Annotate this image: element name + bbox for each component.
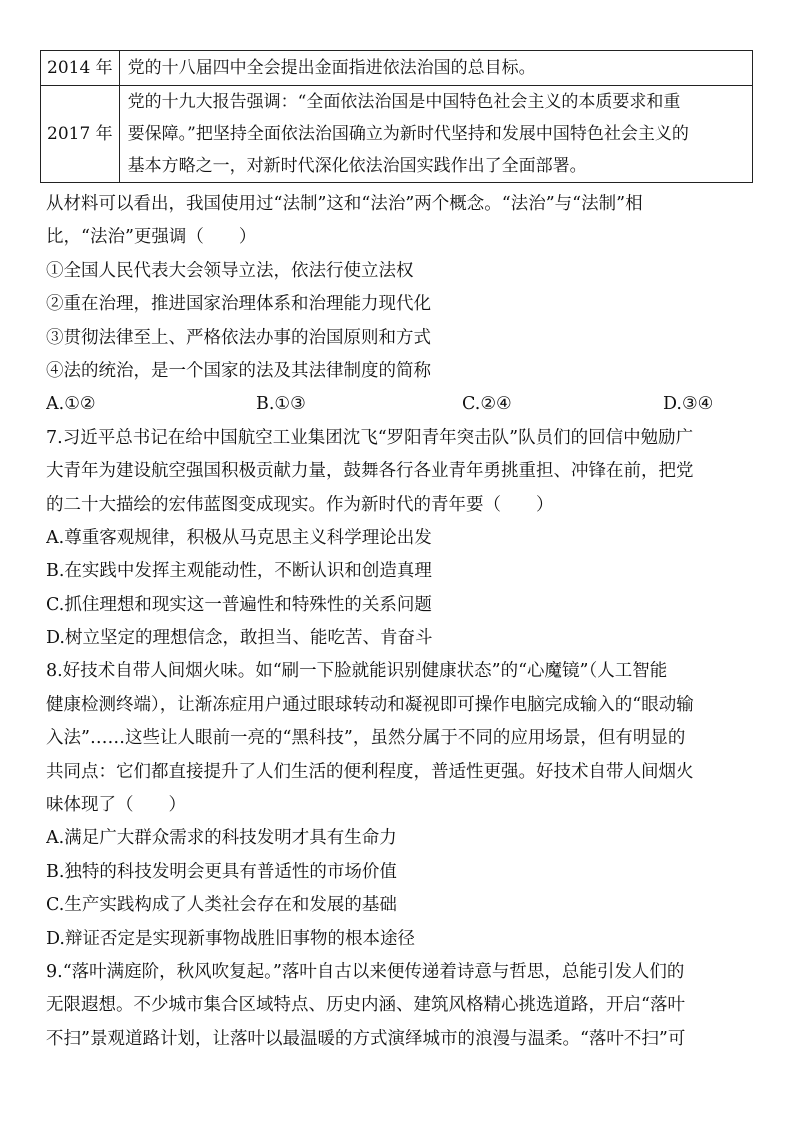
q6-option-a: A.①② bbox=[46, 394, 96, 415]
event-text: 党的十八届四中全会提出金面指进依法治国的总目标。 bbox=[127, 58, 536, 78]
q7-stem: 大青年为建设航空强国积极贡献力量，鼓舞各行各业青年勇挑重担、冲锋在前，把党 bbox=[46, 461, 694, 482]
q6-statement: ①全国人民代表大会领导立法，依法行使立法权 bbox=[46, 260, 414, 281]
q7-stem: 7.习近平总书记在给中国航空工业集团沈飞“罗阳青年突击队”队员们的回信中勉励广 bbox=[46, 427, 694, 448]
q7-option-b: B.在实践中发挥主观能动性，不断认识和创造真理 bbox=[46, 561, 432, 582]
q6-statement: ②重在治理，推进国家治理体系和治理能力现代化 bbox=[46, 294, 431, 315]
q8-option-a: A.满足广大群众需求的科技发明才具有生命力 bbox=[46, 828, 397, 849]
table-row bbox=[41, 86, 753, 183]
q7-option-a: A.尊重客观规律，积极从马克思主义科学理论出发 bbox=[46, 527, 432, 548]
question-body bbox=[46, 188, 758, 1056]
q6-option-c: C.②④ bbox=[462, 394, 512, 415]
q6-statement: ③贯彻法律至上、严格依法办事的治国原则和方式 bbox=[46, 327, 431, 348]
q9-stem: 9.“落叶满庭阶，秋风吹复起。”落叶自古以来便传递着诗意与哲思，总能引发人们的 bbox=[46, 961, 685, 982]
year-cell: 2017 年 bbox=[41, 86, 120, 183]
year-cell: 2014 年 bbox=[41, 51, 120, 86]
event-text: 要保障。”把坚持全面依法治国确立为新时代坚持和发展中国特色社会主义的 bbox=[127, 124, 689, 144]
q6-option-b: B.①③ bbox=[256, 394, 306, 415]
q7-stem: 的二十大描绘的宏伟蓝图变成现实。作为新时代的青年要（ ） bbox=[46, 494, 554, 515]
q6-stem: 从材料可以看出，我国使用过“法制”这和“法治”两个概念。“法治”与“法制”相 bbox=[46, 194, 643, 214]
q6-statement: ④法的统治，是一个国家的法及其法律制度的简称 bbox=[46, 360, 431, 381]
table-row bbox=[41, 51, 753, 86]
event-text: 党的十九大报告强调：“全面依法治国是中国特色社会主义的本质要求和重 bbox=[127, 92, 681, 112]
q7-option-c: C.抓住理想和现实这一普遍性和特殊性的关系问题 bbox=[46, 594, 432, 615]
event-cell bbox=[119, 51, 752, 86]
q8-stem: 共同点：它们都直接提升了人们生活的便利程度，普适性更强。好技术自带人间烟火 bbox=[46, 761, 694, 782]
q8-stem: 味体现了（ ） bbox=[46, 795, 186, 816]
q7-option-d: D.树立坚定的理想信念，敢担当、能吃苦、肯奋斗 bbox=[46, 628, 433, 649]
q8-stem: 入法”……这些让人眼前一亮的“黑科技”，虽然分属于不同的应用场景，但有明显的 bbox=[46, 728, 686, 749]
q9-stem: 不扫”景观道路计划，让落叶以最温暖的方式演绎城市的浪漫与温柔。“落叶不扫”可 bbox=[46, 1028, 686, 1049]
event-cell bbox=[119, 86, 752, 183]
q8-option-d: D.辩证否定是实现新事物战胜旧事物的根本途径 bbox=[46, 928, 415, 949]
q8-option-b: B.独特的科技发明会更具有普适性的市场价值 bbox=[46, 861, 397, 882]
q8-stem: 8.好技术自带人间烟火味。如“刷一下脸就能识别健康状态”的“心魔镜”（人工智能 bbox=[46, 661, 668, 682]
q6-stem: 比，“法治”更强调（ ） bbox=[46, 227, 257, 248]
q6-option-d: D.③④ bbox=[663, 394, 714, 415]
q8-option-c: C.生产实践构成了人类社会存在和发展的基础 bbox=[46, 895, 397, 916]
timeline-table bbox=[40, 50, 753, 183]
q6-options bbox=[46, 388, 758, 421]
q8-stem: 健康检测终端），让渐冻症用户通过眼球转动和凝视即可操作电脑完成输入的“眼动输 bbox=[46, 694, 694, 715]
q9-stem: 无限遐想。不少城市集合区域特点、历史内涵、建筑风格精心挑选道路，开启“落叶 bbox=[46, 995, 685, 1016]
event-text: 基本方略之一，对新时代深化依法治国实践作出了全面部署。 bbox=[127, 156, 587, 176]
